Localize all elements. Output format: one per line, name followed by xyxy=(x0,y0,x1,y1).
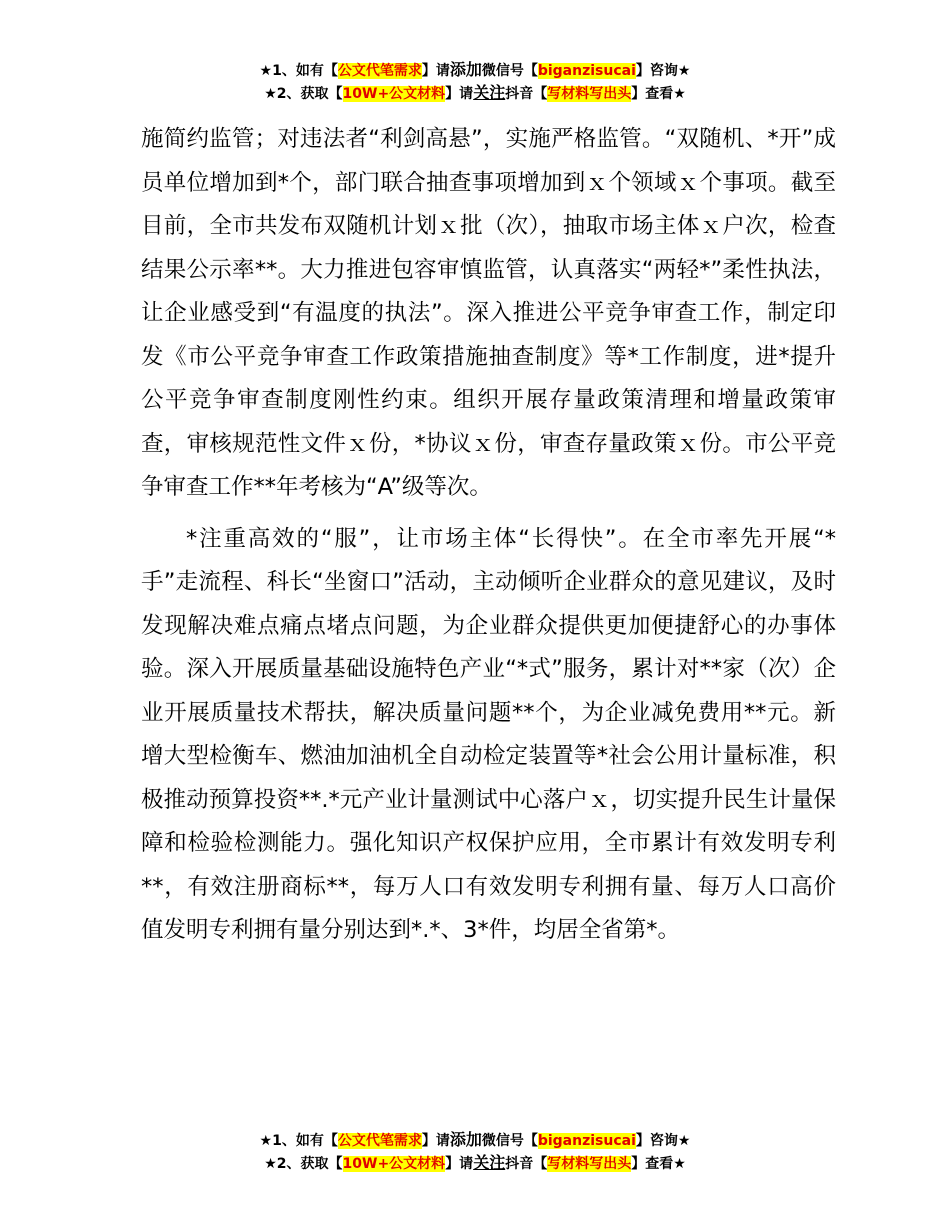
footer-line-1 xyxy=(0,1129,950,1152)
header-line-1-emphasis: 添加 xyxy=(449,60,482,79)
footer-line-1-mid: 】请 xyxy=(421,1133,450,1149)
header-line-1-prefix: ★1、如有【 xyxy=(259,63,338,79)
header-line-2-prefix: ★2、获取【 xyxy=(264,86,343,102)
footer-line-1-emphasis: 添加 xyxy=(449,1130,482,1149)
footer-banner xyxy=(0,1129,950,1175)
header-banner xyxy=(0,59,950,105)
header-line-2-mid2: 抖音【 xyxy=(505,86,548,102)
header-line-1-mid2: 微信号【 xyxy=(481,63,538,79)
footer-line-2-emphasis: 关注 xyxy=(473,1153,506,1172)
body-paragraph-1: 施简约监管；对违法者“利剑高悬”，实施严格监管。“双随机、*开”成员单位增加到*个，部门联合抽查事项增加到ｘ个领域ｘ个事项。截至目前，全市共发布双随机计划ｘ批（次），抽取市场主体ｘ户次，检查结果公示率**。大力推进包容审慎监管，认真落实“两轻*”柔性执法，让企业感受到“有温度的执法”。深入推进公平竞争审查工作，制定印发《市公平竞争审查工作政策措施抽查制度》等*工作制度，进*提升公平竞争审查制度刚性约束。组织开展存量政策清理和增量政策审查，审核规范性文件ｘ份，*协议ｘ份，审查存量政策ｘ份。市公平竞争审查工作**年考核为“A”级等次。 xyxy=(141,126,836,500)
footer-line-1-mid2: 微信号【 xyxy=(481,1133,538,1149)
footer-line-2-suffix: 】查看★ xyxy=(631,1156,686,1172)
header-line-1-highlight-service: 公文代笔需求 xyxy=(337,63,422,79)
footer-line-1-prefix: ★1、如有【 xyxy=(259,1133,338,1149)
footer-line-2-highlight-douyin: 写材料写出头 xyxy=(547,1156,632,1172)
footer-line-1-highlight-service: 公文代笔需求 xyxy=(337,1133,422,1149)
document-body xyxy=(141,118,836,953)
header-line-2-mid: 】请 xyxy=(445,86,474,102)
footer-line-2-mid2: 抖音【 xyxy=(505,1156,548,1172)
footer-line-2-mid: 】请 xyxy=(445,1156,474,1172)
header-line-2-emphasis: 关注 xyxy=(473,83,506,102)
footer-line-2-highlight-materials: 10W+公文材料 xyxy=(342,1156,446,1172)
header-line-1-suffix: 】咨询★ xyxy=(635,63,691,79)
footer-line-1-suffix: 】咨询★ xyxy=(635,1133,691,1149)
header-line-1-mid: 】请 xyxy=(421,63,450,79)
header-line-2-highlight-materials: 10W+公文材料 xyxy=(342,86,446,102)
footer-line-2-prefix: ★2、获取【 xyxy=(264,1156,343,1172)
header-line-2-highlight-douyin: 写材料写出头 xyxy=(547,86,632,102)
footer-line-1-highlight-wechat: biganzisucai xyxy=(537,1133,636,1149)
header-line-1 xyxy=(0,59,950,82)
footer-line-2 xyxy=(0,1152,950,1175)
body-paragraph-2: *注重高效的“服”，让市场主体“长得快”。在全市率先开展“*手”走流程、科长“坐窗口”活动，主动倾听企业群众的意见建议，及时发现解决难点痛点堵点问题，为企业群众提供更加便捷舒心的办事体验。深入开展质量基础设施特色产业“*式”服务，累计对**家（次）企业开展质量技术帮扶，解决质量问题**个，为企业减免费用**元。新增大型检衡车、燃油加油机全自动检定装置等*社会公用计量标准，积极推动预算投资**.*元产业计量测试中心落户ｘ，切实提升民生计量保障和检验检测能力。强化知识产权保护应用，全市累计有效发明专利**，有效注册商标**，每万人口有效发明专利拥有量、每万人口高价值发明专利拥有量分别达到*.*、3*件，均居全省第*。 xyxy=(141,525,836,943)
header-line-2 xyxy=(0,82,950,105)
header-line-1-highlight-wechat: biganzisucai xyxy=(537,63,636,79)
header-line-2-suffix: 】查看★ xyxy=(631,86,686,102)
